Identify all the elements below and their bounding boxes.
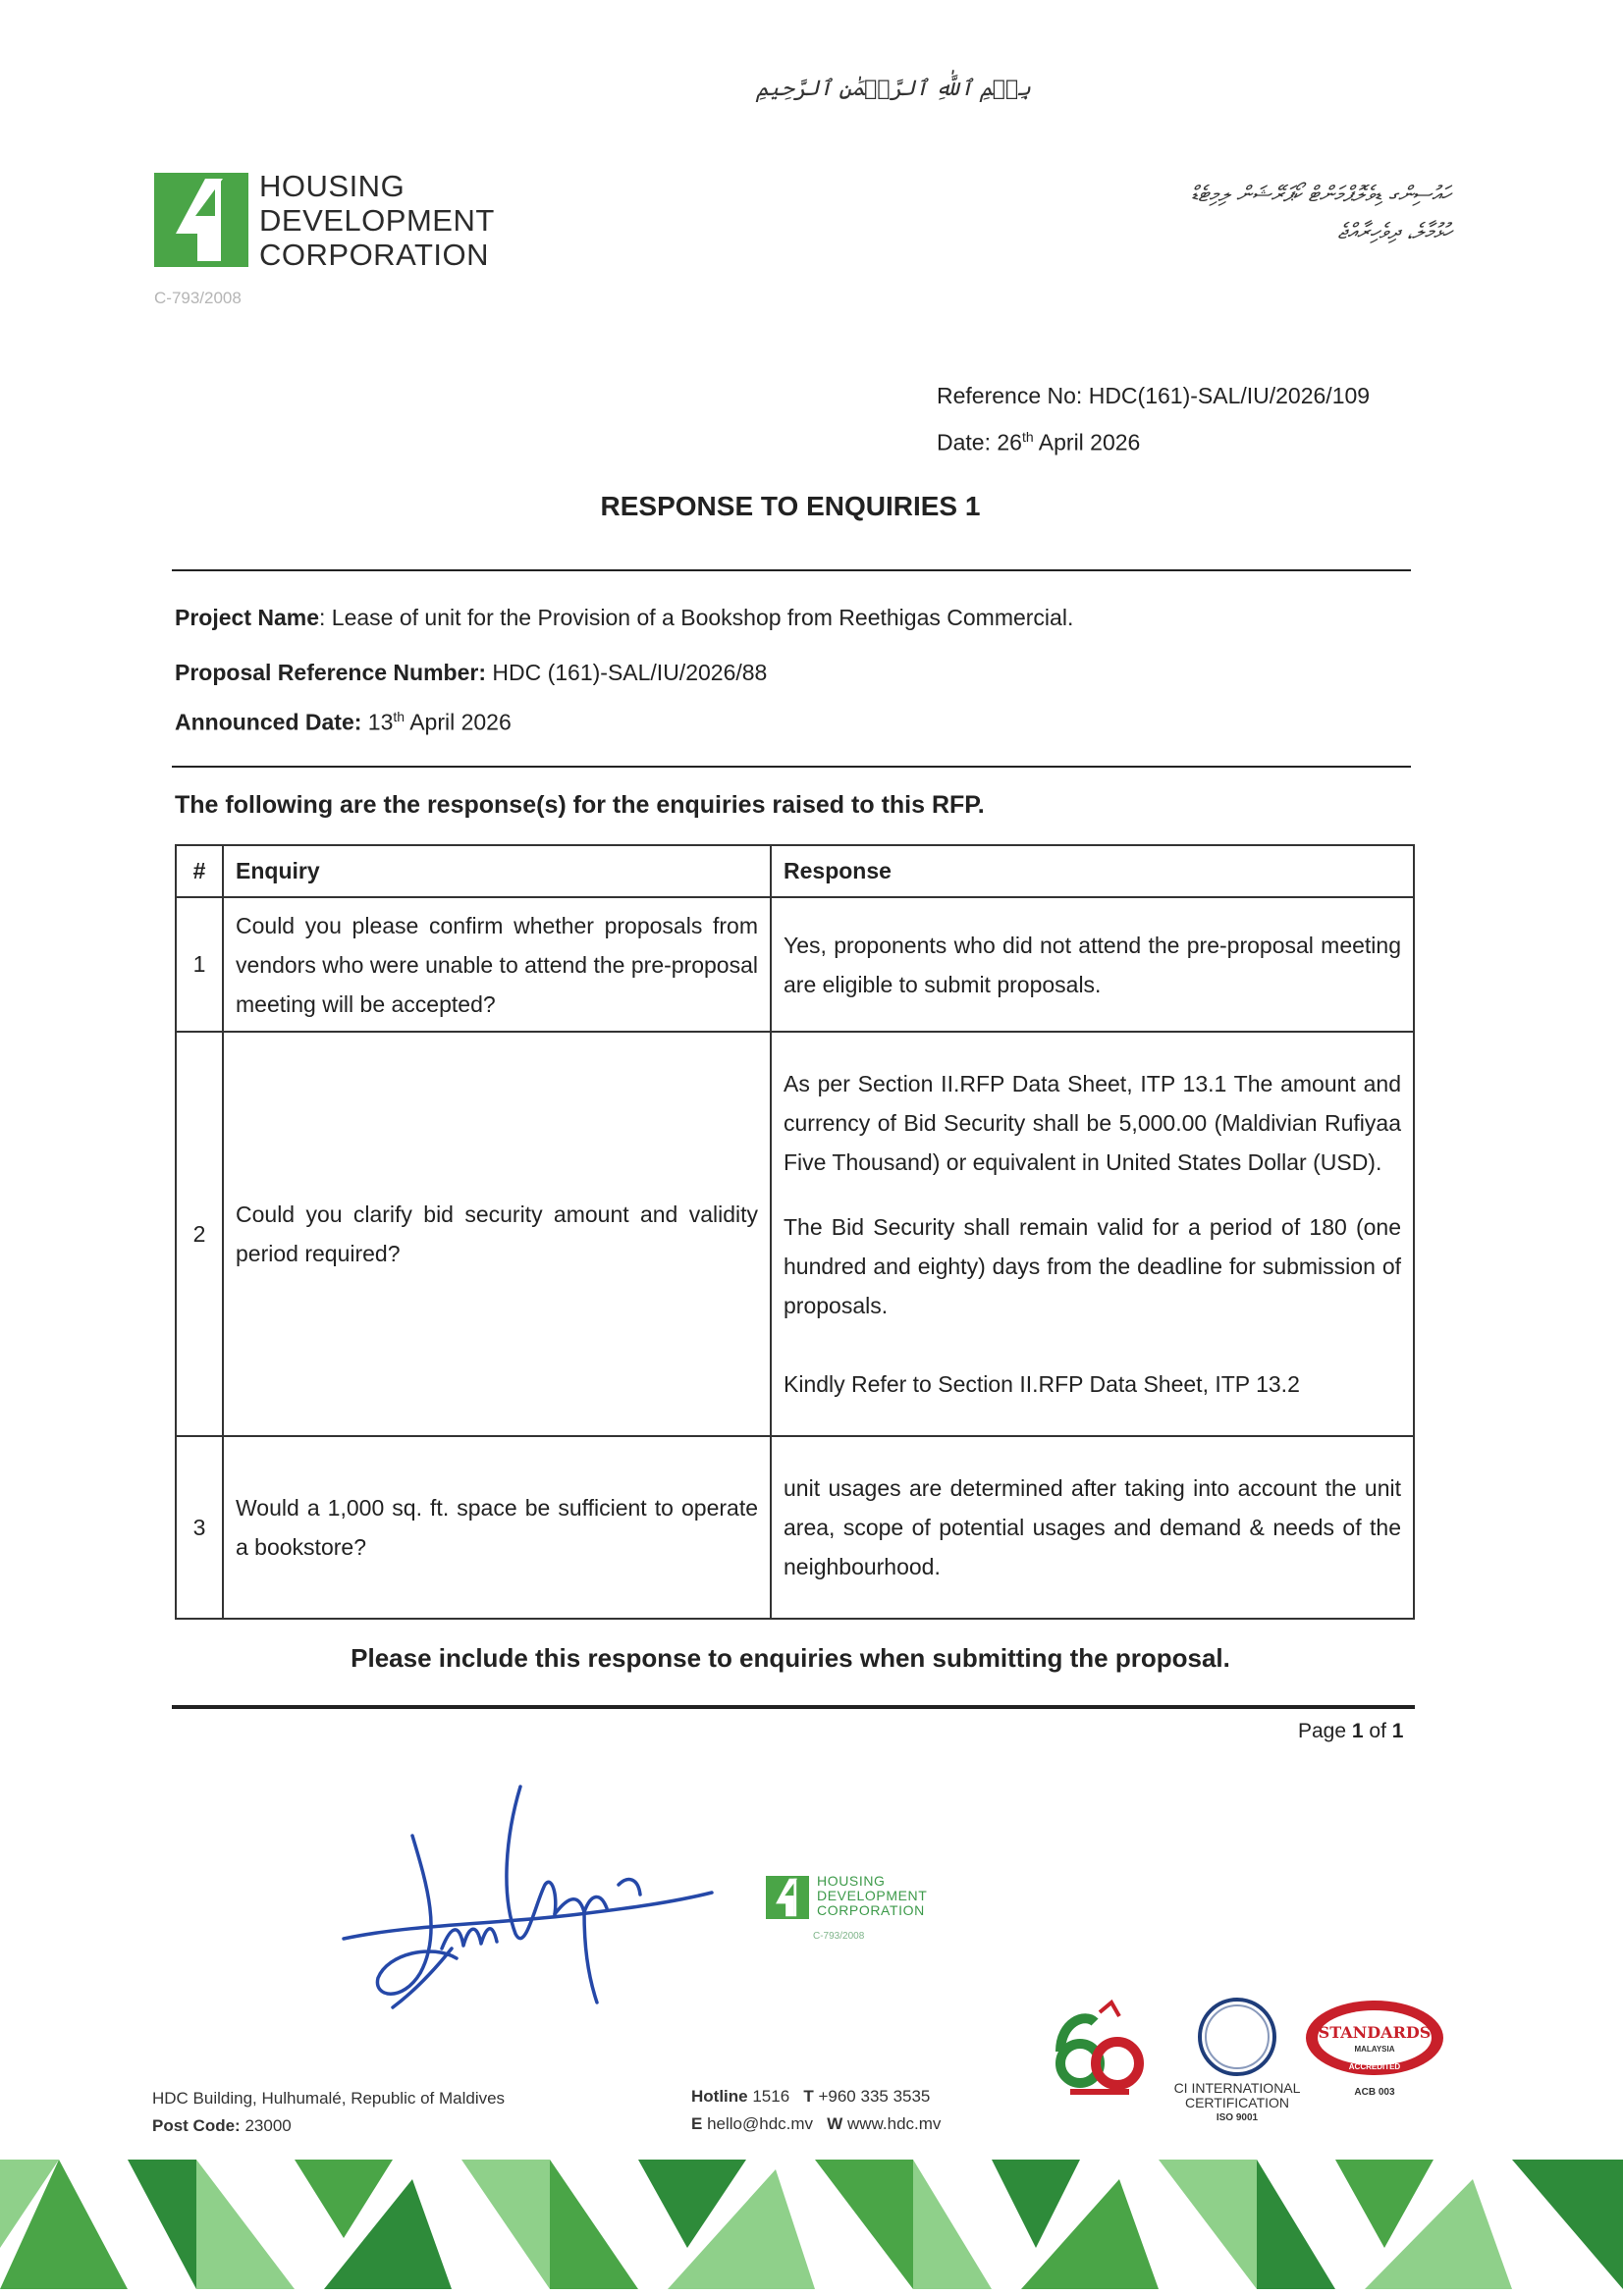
reference-block bbox=[937, 375, 1370, 463]
bismillah-calligraphy: بِسۡمِ ٱللَّٰهِ ٱلرَّحۡمَٰنِ ٱلرَّحِيمِ bbox=[756, 77, 1032, 101]
header-enquiry: Enquiry bbox=[223, 845, 771, 897]
proposal-reference-label: Proposal Reference Number: bbox=[175, 660, 486, 685]
response-paragraph: The Bid Security shall remain valid for a period of 180 (one hundred and eighty) days from the deadline for submission of proposals. bbox=[784, 1214, 1401, 1318]
independence-60-badge-icon bbox=[1041, 1993, 1151, 2103]
ci-certification-badge bbox=[1173, 1993, 1301, 2132]
enquiry-cell: Would a 1,000 sq. ft. space be sufficient to operate a bookstore? bbox=[223, 1436, 771, 1619]
table-row bbox=[176, 1032, 1414, 1436]
stamp-line-1: HOUSING bbox=[817, 1873, 886, 1889]
divider-middle bbox=[172, 766, 1411, 768]
ci-line-1: CI INTERNATIONAL bbox=[1173, 2080, 1301, 2096]
row-number: 3 bbox=[176, 1436, 223, 1619]
accredited-word: ACCREDITED bbox=[1348, 2062, 1401, 2071]
stamp-line-3: CORPORATION bbox=[817, 1902, 925, 1918]
enquiries-table bbox=[175, 844, 1415, 1620]
response-cell bbox=[771, 897, 1414, 1032]
company-stamp bbox=[766, 1870, 952, 1949]
ci-text bbox=[1173, 2081, 1301, 2125]
page-prefix: Page bbox=[1298, 1720, 1347, 1742]
stamp-registration: C-793/2008 bbox=[813, 1931, 865, 1942]
table-row bbox=[176, 897, 1414, 1032]
table-header-row bbox=[176, 845, 1414, 897]
dhivehi-line-2: ހުޅުމާލެ، ދިވެހިރާއްޖެ bbox=[1337, 220, 1451, 244]
postcode-value: 23000 bbox=[244, 2116, 292, 2135]
closing-instruction: Please include this response to enquiries when submitting the proposal. bbox=[351, 1643, 1230, 1673]
hotline-label: Hotline bbox=[691, 2087, 748, 2106]
response-cell bbox=[771, 1436, 1414, 1619]
row-number: 1 bbox=[176, 897, 223, 1032]
registration-number: C-793/2008 bbox=[154, 289, 242, 307]
row-number: 2 bbox=[176, 1032, 223, 1436]
ci-line-3: ISO 9001 bbox=[1216, 2112, 1259, 2123]
announced-day: 13 bbox=[367, 709, 394, 735]
phone-value: +960 335 3535 bbox=[818, 2087, 931, 2106]
enquiry-cell: Could you please confirm whether proposals from vendors who were unable to attend the pre-proposal meeting will be accepted? bbox=[223, 897, 771, 1032]
web-label: W bbox=[827, 2114, 843, 2133]
announced-suffix: th bbox=[393, 709, 406, 724]
ci-ring-icon bbox=[1173, 1993, 1301, 2081]
reference-value: HDC(161)-SAL/IU/2026/109 bbox=[1088, 383, 1371, 408]
ci-line-2: CERTIFICATION bbox=[1184, 2095, 1290, 2110]
standards-word: STANDARDS bbox=[1318, 2023, 1432, 2042]
email-value[interactable]: hello@hdc.mv bbox=[707, 2114, 814, 2133]
response-paragraph: unit usages are determined after taking into account the unit area, scope of potential usages and demand & needs of the neighbourhood. bbox=[784, 1475, 1401, 1579]
standards-malaysia-badge bbox=[1301, 1997, 1448, 2114]
divider-bottom bbox=[172, 1705, 1415, 1709]
announced-month-year: April 2026 bbox=[409, 709, 512, 735]
hotline-value: 1516 bbox=[752, 2087, 790, 2106]
acb-code: ACB 003 bbox=[1354, 2087, 1395, 2098]
page-current: 1 bbox=[1351, 1720, 1364, 1742]
page-of: of bbox=[1369, 1720, 1386, 1742]
response-cell bbox=[771, 1032, 1414, 1436]
date-line bbox=[937, 416, 1370, 463]
project-name-label: Project Name bbox=[175, 605, 320, 630]
date-label: Date: bbox=[937, 429, 991, 455]
project-name-value: Lease of unit for the Provision of a Bookshop from Reethigas Commercial. bbox=[331, 605, 1074, 630]
reference-label: Reference No: bbox=[937, 383, 1083, 408]
logo-line-3: CORPORATION bbox=[259, 238, 489, 272]
document-title: RESPONSE TO ENQUIRIES 1 bbox=[600, 491, 981, 521]
email-label: E bbox=[691, 2114, 703, 2133]
proposal-reference-line bbox=[175, 660, 767, 686]
web-line bbox=[691, 2110, 941, 2138]
page-number bbox=[1298, 1720, 1403, 1743]
phone-line bbox=[691, 2083, 941, 2110]
phone-label: T bbox=[803, 2087, 814, 2106]
page-total: 1 bbox=[1391, 1720, 1404, 1742]
header-number: # bbox=[176, 845, 223, 897]
postcode-line bbox=[152, 2112, 505, 2140]
stamp-wordmark bbox=[817, 1874, 927, 1918]
announced-date-line bbox=[175, 709, 512, 736]
footer-address bbox=[152, 2085, 505, 2140]
project-name-line: Project Name: Lease of unit for the Provision of a Bookshop from Reethigas Commercial. bbox=[175, 605, 1074, 630]
malaysia-word: MALAYSIA bbox=[1354, 2045, 1395, 2054]
decorative-triangle-band bbox=[0, 2160, 1623, 2289]
date-day: 26 bbox=[997, 429, 1022, 455]
date-month-year: April 2026 bbox=[1038, 429, 1141, 455]
web-value[interactable]: www.hdc.mv bbox=[847, 2114, 942, 2133]
header-response: Response bbox=[771, 845, 1414, 897]
dhivehi-letterhead bbox=[1078, 177, 1451, 251]
announced-date-label: Announced Date: bbox=[175, 709, 362, 735]
date-suffix: th bbox=[1021, 429, 1034, 445]
intro-statement: The following are the response(s) for the enquiries raised to this RFP. bbox=[175, 791, 985, 819]
table-row bbox=[176, 1436, 1414, 1619]
stamp-line-2: DEVELOPMENT bbox=[817, 1888, 928, 1903]
postcode-label: Post Code: bbox=[152, 2116, 241, 2135]
response-paragraph: Kindly Refer to Section II.RFP Data Sheet, ITP 13.2 bbox=[784, 1371, 1300, 1397]
stamp-logo-icon bbox=[766, 1876, 809, 1919]
hdc-logo-icon bbox=[154, 173, 248, 267]
enquiry-cell: Could you clarify bid security amount and validity period required? bbox=[223, 1032, 771, 1436]
logo-line-1: HOUSING bbox=[259, 169, 406, 203]
address-line: HDC Building, Hulhumalé, Republic of Maldives bbox=[152, 2089, 506, 2108]
logo-wordmark bbox=[259, 169, 495, 272]
divider-top bbox=[172, 569, 1411, 571]
footer-contact bbox=[691, 2083, 941, 2138]
dhivehi-line-1: ހައުސިންގ ޑިވެލޮޕްމަންޓް ކޯޕަރޭޝަން ލިމިޓެޑް bbox=[1190, 183, 1451, 207]
handwritten-signature bbox=[334, 1777, 717, 2012]
proposal-reference-value: HDC (161)-SAL/IU/2026/88 bbox=[492, 660, 768, 685]
logo-line-2: DEVELOPMENT bbox=[259, 203, 495, 238]
reference-number-line bbox=[937, 375, 1370, 416]
response-paragraph: Yes, proponents who did not attend the pre-proposal meeting are eligible to submit proposals. bbox=[784, 932, 1401, 997]
standards-seal-icon bbox=[1301, 1997, 1448, 2085]
response-paragraph: As per Section II.RFP Data Sheet, ITP 13.1 The amount and currency of Bid Security shall be 5,000.00 (Maldivian Rufiyaa Five Thousand) or equivalent in United States Dollar (USD). bbox=[784, 1071, 1401, 1175]
